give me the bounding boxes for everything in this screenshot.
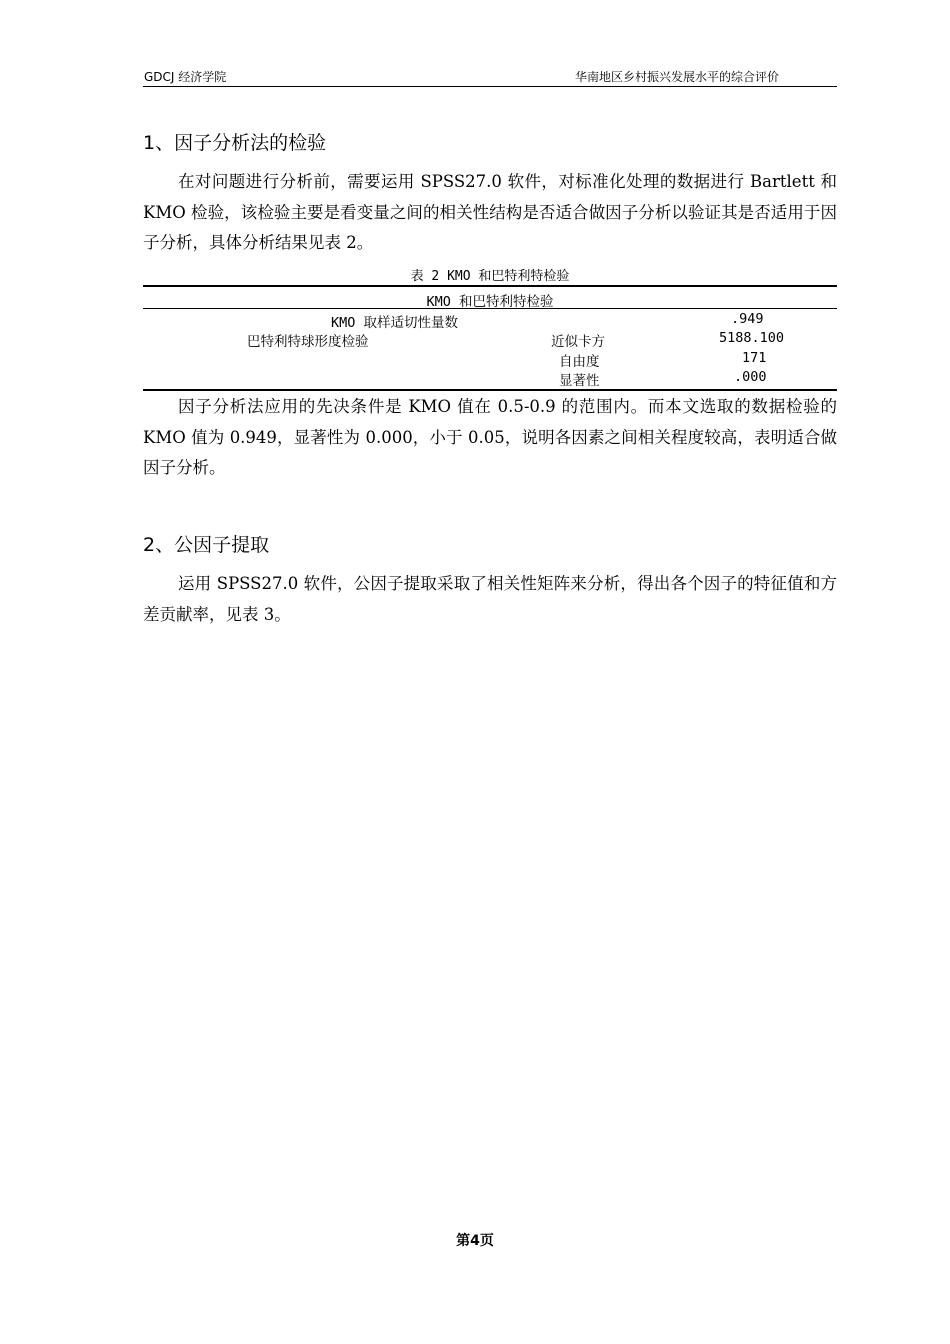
- section-1-paragraph-1: [143, 167, 837, 259]
- bartlett-label: 巴特利特球形度检验: [247, 334, 369, 350]
- section-1-heading: 1、因子分析法的检验: [143, 132, 327, 154]
- table-2-caption: 表 2 KMO 和巴特利特检验: [410, 269, 570, 284]
- section-2-paragraph-1: [143, 569, 837, 630]
- page-number: 第4页: [456, 1233, 494, 1249]
- row-label: 近似卡方: [551, 334, 605, 350]
- table-2: [143, 285, 837, 391]
- row-value: 171: [742, 350, 767, 366]
- row-label: 自由度: [559, 354, 600, 370]
- kmo-label: KMO 取样适切性量数: [331, 315, 459, 331]
- paragraph-text: 因子分析法应用的先决条件是 KMO 值在 0.5-0.9 的范围内。而本文选取的数据检验的 KMO 值为 0.949，显著性为 0.000，小于 0.05，说明各因素之间相关程度较高，表明适合做因子分析。: [143, 397, 837, 477]
- table-2-header: KMO 和巴特利特检验: [143, 290, 837, 309]
- row-value: .000: [734, 369, 767, 385]
- paragraph-text: 运用 SPSS27.0 软件，公因子提取采取了相关性矩阵来分析，得出各个因子的特征值和方差贡献率，见表 3。: [143, 574, 837, 624]
- kmo-value: .949: [731, 311, 764, 327]
- page-header: [143, 66, 837, 87]
- paragraph-text: 在对问题进行分析前，需要运用 SPSS27.0 软件，对标准化处理的数据进行 Bartlett 和 KMO 检验，该检验主要是看变量之间的相关性结构是否适合做因子分析以验证其是否适用于因子分析，具体分析结果见表 2。: [143, 172, 837, 252]
- header-title: 华南地区乡村振兴发展水平的综合评价: [574, 70, 779, 84]
- row-value: 5188.100: [719, 330, 785, 346]
- header-school: GDCJ 经济学院: [144, 70, 227, 84]
- section-1-paragraph-2: [143, 392, 837, 484]
- row-label: 显著性: [559, 373, 600, 389]
- section-2-heading: 2、公因子提取: [143, 534, 270, 556]
